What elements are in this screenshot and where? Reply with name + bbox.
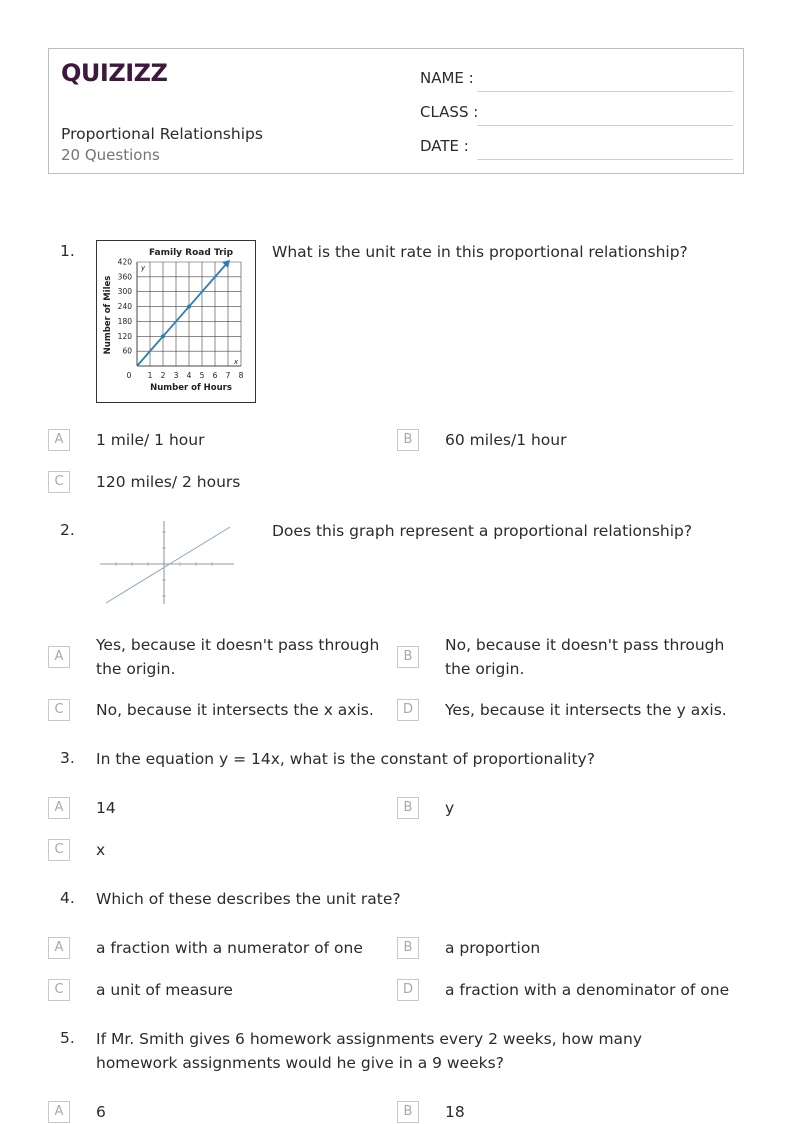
date-line [477, 159, 733, 160]
option-a-box[interactable]: A [48, 429, 70, 451]
y-tick-label: 180 [117, 316, 132, 326]
option-c-box[interactable]: C [48, 699, 70, 721]
option-b-text: y [445, 799, 455, 817]
option-a-text: 6 [96, 1103, 106, 1121]
question-text: In the equation y = 14x, what is the constant of proportionality? [96, 750, 595, 768]
data-point [161, 334, 165, 338]
name-line [477, 91, 733, 92]
option-d-box[interactable]: D [397, 699, 419, 721]
option-a-text: 14 [96, 799, 116, 817]
question-number: 5. [60, 1029, 75, 1047]
name-label: NAME : [420, 69, 474, 87]
question-number: 3. [60, 749, 75, 767]
x-tick-label: 6 [212, 371, 218, 380]
x-tick-label: 1 [147, 371, 153, 380]
x-tick-label: 0 [126, 371, 132, 380]
x-tick-label: 7 [225, 371, 231, 380]
option-c-box[interactable]: C [48, 979, 70, 1001]
option-c-text: a unit of measure [96, 981, 233, 999]
y-tick-label: 420 [117, 257, 132, 267]
x-tick-label: 3 [173, 371, 179, 380]
y-tick-label: 300 [117, 287, 132, 297]
option-b-text: 18 [445, 1103, 465, 1121]
question-text: What is the unit rate in this proportional relationship? [272, 243, 688, 261]
option-c-text: 120 miles/ 2 hours [96, 473, 241, 491]
class-line [477, 125, 733, 126]
option-a-box[interactable]: A [48, 646, 70, 668]
chart-y-letter: y [141, 264, 146, 272]
option-d-box[interactable]: D [397, 979, 419, 1001]
option-b-box[interactable]: B [397, 937, 419, 959]
chart-marks [137, 260, 230, 366]
data-point [187, 305, 191, 309]
class-label: CLASS : [420, 103, 479, 121]
question-number: 1. [60, 242, 75, 260]
question-text: Which of these describes the unit rate? [96, 890, 401, 908]
option-b-box[interactable]: B [397, 646, 419, 668]
chart-ylabel: Number of Miles [103, 275, 113, 355]
option-a-box[interactable]: A [48, 937, 70, 959]
option-d-text: Yes, because it intersects the y axis. [445, 701, 727, 719]
x-tick-label: 5 [199, 371, 205, 380]
question-text: Does this graph represent a proportional relationship? [272, 522, 693, 540]
option-c-text: No, because it intersects the x axis. [96, 701, 374, 719]
option-b-text: a proportion [445, 939, 541, 957]
option-b-text: No, because it doesn't pass through the origin. [445, 636, 725, 678]
worksheet-title: Proportional Relationships [61, 125, 263, 143]
option-a-box[interactable]: A [48, 797, 70, 819]
question-text: If Mr. Smith gives 6 homework assignments every 2 weeks, how many homework assignments would he give in a 9 weeks? [96, 1030, 643, 1072]
worksheet-header [48, 48, 744, 174]
y-tick-label: 240 [117, 302, 132, 312]
name-field[interactable] [420, 69, 733, 93]
y-tick-label: 360 [117, 272, 132, 282]
option-b-box[interactable]: B [397, 797, 419, 819]
option-b-box[interactable]: B [397, 429, 419, 451]
family-road-trip-chart [96, 240, 256, 403]
y-tick-label: 120 [117, 331, 132, 341]
option-b-box[interactable]: B [397, 1101, 419, 1123]
graph-line [106, 527, 230, 603]
option-a-box[interactable]: A [48, 1101, 70, 1123]
option-c-box[interactable]: C [48, 471, 70, 493]
option-b-text: 60 miles/1 hour [445, 431, 567, 449]
question-number: 2. [60, 521, 75, 539]
chart-svg [97, 241, 255, 402]
chart-grid [137, 262, 241, 366]
option-a-text: a fraction with a numerator of one [96, 939, 363, 957]
class-field[interactable] [420, 103, 733, 127]
x-tick-label: 8 [238, 371, 244, 380]
series-line [137, 262, 228, 366]
chart-title: Family Road Trip [148, 248, 234, 258]
x-tick-label: 4 [186, 371, 192, 380]
option-c-text: x [96, 841, 106, 859]
question-count: 20 Questions [61, 146, 160, 164]
date-field[interactable] [420, 137, 733, 161]
coordinate-graph-svg [96, 518, 240, 610]
chart-x-letter: x [234, 358, 239, 366]
date-label: DATE : [420, 137, 469, 155]
option-a-text: 1 mile/ 1 hour [96, 431, 205, 449]
option-d-text: a fraction with a denominator of one [445, 981, 730, 999]
chart-xlabel: Number of Hours [150, 383, 232, 393]
y-tick-label: 60 [122, 346, 132, 356]
option-c-box[interactable]: C [48, 839, 70, 861]
quizizz-logo: QUIZIZZ [61, 59, 168, 87]
option-a-text: Yes, because it doesn't pass through the origin. [96, 636, 380, 678]
question-number: 4. [60, 889, 75, 907]
x-tick-label: 2 [160, 371, 166, 380]
coordinate-graph [96, 518, 240, 610]
